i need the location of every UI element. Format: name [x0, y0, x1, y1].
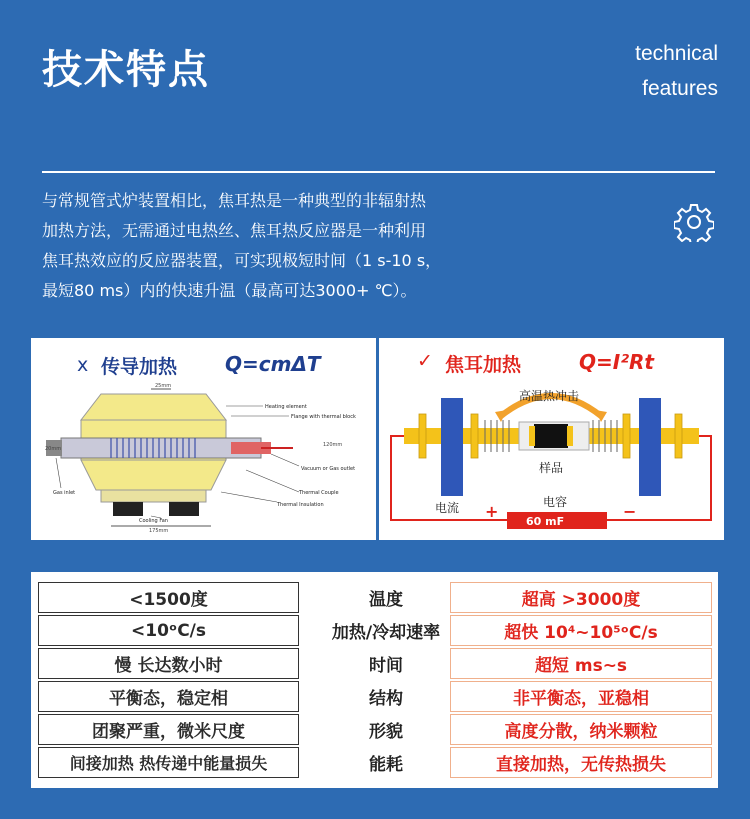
divider [42, 171, 715, 173]
conventional-cell: 平衡态，稳定相 [38, 681, 299, 712]
capacitor-value: 60 mF [526, 515, 565, 528]
joule-cell: 超高 >3000度 [450, 582, 712, 613]
conduction-heating-title: 传导加热 [101, 356, 178, 378]
description [42, 186, 492, 306]
metric-label: 能耗 [369, 755, 403, 775]
metric-label: 时间 [369, 656, 403, 676]
heating-element-label: Heating element [265, 404, 307, 410]
impact-label: 高温热冲击 [519, 389, 580, 403]
subtitle-line-1: technical [635, 42, 718, 65]
joule-cell: 非平衡态，亚稳相 [450, 681, 712, 712]
conventional-cell: 慢 长达数小时 [38, 648, 299, 679]
dim-left-label: 20mm [45, 446, 62, 452]
minus-sign: − [623, 502, 637, 521]
joule-heating-panel [379, 338, 724, 540]
metric-label: 加热/冷却速率 [331, 623, 441, 643]
metric-label: 温度 [369, 590, 403, 610]
cooling-fan-label: Cooling Fan [139, 518, 168, 524]
joule-heating-diagram [379, 380, 724, 538]
flange-label: Flange with thermal block [291, 414, 356, 420]
gas-inlet-label: Gas inlet [53, 490, 76, 496]
thermal-couple-label: Thermal Couple [299, 490, 339, 496]
sample-label: 样品 [539, 461, 564, 475]
comparison-table [31, 572, 718, 788]
tube-furnace-diagram [31, 380, 376, 538]
subtitle-line-2: features [642, 77, 718, 100]
page-subtitle [635, 36, 718, 106]
capacitor-label: 电容 [543, 495, 568, 509]
dim-bottom-label: 175mm [149, 528, 169, 534]
description-line: 最短80 ms）内的快速升温（最高可达3000+ ℃）。 [42, 281, 417, 300]
dim-right-label: 120mm [323, 442, 343, 448]
conventional-cell: 间接加热 热传递中能量损失 [38, 747, 299, 778]
joule-heating-title: 焦耳加热 [445, 354, 522, 376]
gear-icon [674, 202, 714, 242]
joule-formula: Q=I²Rt [579, 350, 654, 374]
joule-cell: 超快 10⁴~10⁵ᵒC/s [450, 615, 712, 646]
conduction-heating-panel [31, 338, 376, 540]
joule-cell: 超短 ms~s [450, 648, 712, 679]
page-title: 技术特点 [42, 47, 210, 93]
metric-label: 形貌 [369, 722, 403, 742]
description-line: 加热方法，无需通过电热丝、焦耳热反应器是一种利用 [42, 221, 427, 240]
dim-top-label: 25mm [155, 383, 172, 389]
cross-mark: x [77, 354, 89, 376]
thermal-insulation-label: Thermal Insulation [277, 502, 324, 508]
current-label: 电流 [435, 501, 460, 515]
conventional-cell: 团聚严重，微米尺度 [38, 714, 299, 745]
conventional-cell: <1500度 [38, 582, 299, 613]
description-line: 与常规管式炉装置相比，焦耳热是一种典型的非辐射热 [42, 191, 427, 210]
vacuum-label: Vacuum or Gas outlet [301, 466, 356, 472]
check-mark: ✓ [417, 350, 433, 372]
plus-sign: + [485, 502, 499, 521]
joule-cell: 高度分散，纳米颗粒 [450, 714, 712, 745]
description-line: 焦耳热效应的反应器装置，可实现极短时间（1 s-10 s， [42, 251, 442, 270]
conventional-cell: <10ᵒC/s [38, 615, 299, 646]
metric-label: 结构 [369, 689, 403, 709]
conduction-formula: Q=cmΔT [225, 352, 321, 376]
joule-cell: 直接加热，无传热损失 [450, 747, 712, 778]
